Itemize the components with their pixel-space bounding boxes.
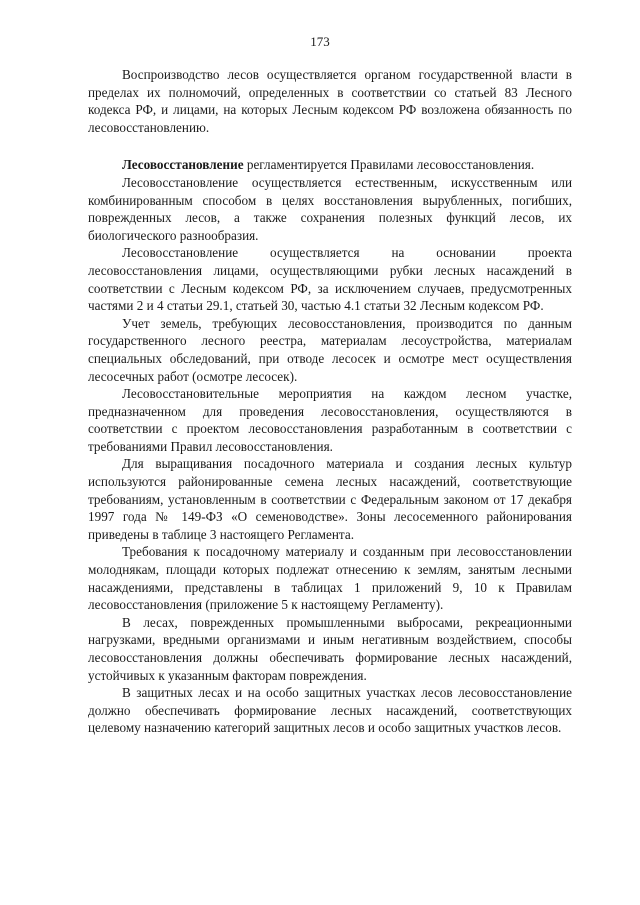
paragraph-project-basis: Лесовосстановление осуществляется на основании проекта лесовосстановления лицами, осуществляющими рубки лесных насаждений в соответствии с Лесным кодексом РФ, за исключением случаев, предусмотренных частями 2 и 4 статьи 29.1, статьей 30, частью 4.1 статьи 32 Лесным кодексом РФ. [88,245,572,314]
paragraph-regulation [88,156,572,174]
paragraph-measures: Лесовосстановительные мероприятия на каждом лесном участке, предназначенном для проведения лесовосстановления, осуществляются в соответствии с проектом лесовосстановления разработанным в соответствии с требованиями Правил лесовосстановления. [88,386,572,454]
paragraph-methods: Лесовосстановление осуществляется естественным, искусственным или комбинированным способом в целях восстановления вырубленных, погибших, поврежденных лесов, а также сохранения полезных функций лесов, их биологического разнообразия. [88,174,572,243]
term-reforestation: Лесовосстановление [122,157,244,173]
paragraph-reproduction: Воспроизводство лесов осуществляется органом государственной власти в пределах их полномочий, определенных в соответствии со статьей 83 Лесного кодекса РФ, и лицами, на которых Лесным кодексом РФ возложена обязанность по лесовосстановлению. [88,67,572,135]
paragraph-damaged-forests: В лесах, поврежденных промышленными выбросами, рекреационными нагрузками, вредными организмами и иным негативным воздействием, способы лесовосстановления должны обеспечивать формирование лесных насаждений, устойчивых к указанным факторам повреждения. [88,614,572,683]
paragraph-seeds: Для выращивания посадочного материала и создания лесных культур используются районированные семена лесных насаждений, соответствующие требованиям, установленным в соответствии с Федеральным законом от 17 декабря 1997 года № 149-ФЗ «О семеноводстве». Зоны лесосеменного районирования приведены в таблице 3 настоящего Регламента. [88,456,572,542]
document-body [88,66,572,737]
page-number: 173 [310,34,330,49]
paragraph-land-accounting: Учет земель, требующих лесовосстановления, производится по данным государственного лесного реестра, материалам лесоустройства, материалам специальных обследований, при отводе лесосек и осмотре мест осуществления лесосечных работ (осмотре лесосек). [88,315,572,384]
paragraph-spacer [88,136,572,156]
paragraph-requirements: Требования к посадочному материалу и созданным при лесовосстановлении молоднякам, площади которых подлежат отнесению к землям, занятым лесными насаждениями, представлены в таблицах 1 приложений 9, 10 к Правилам лесовосстановления (приложение 5 к настоящему Регламенту). [88,544,572,613]
paragraph-regulation-text: регламентируется Правилами лесовосстановления. [243,157,535,173]
paragraph-protective-forests: В защитных лесах и на особо защитных участках лесов лесовосстановление должно обеспечивать формирование лесных насаждений, соответствующих целевому назначению категорий защитных лесов и особо защитных участков лесов. [88,685,572,736]
